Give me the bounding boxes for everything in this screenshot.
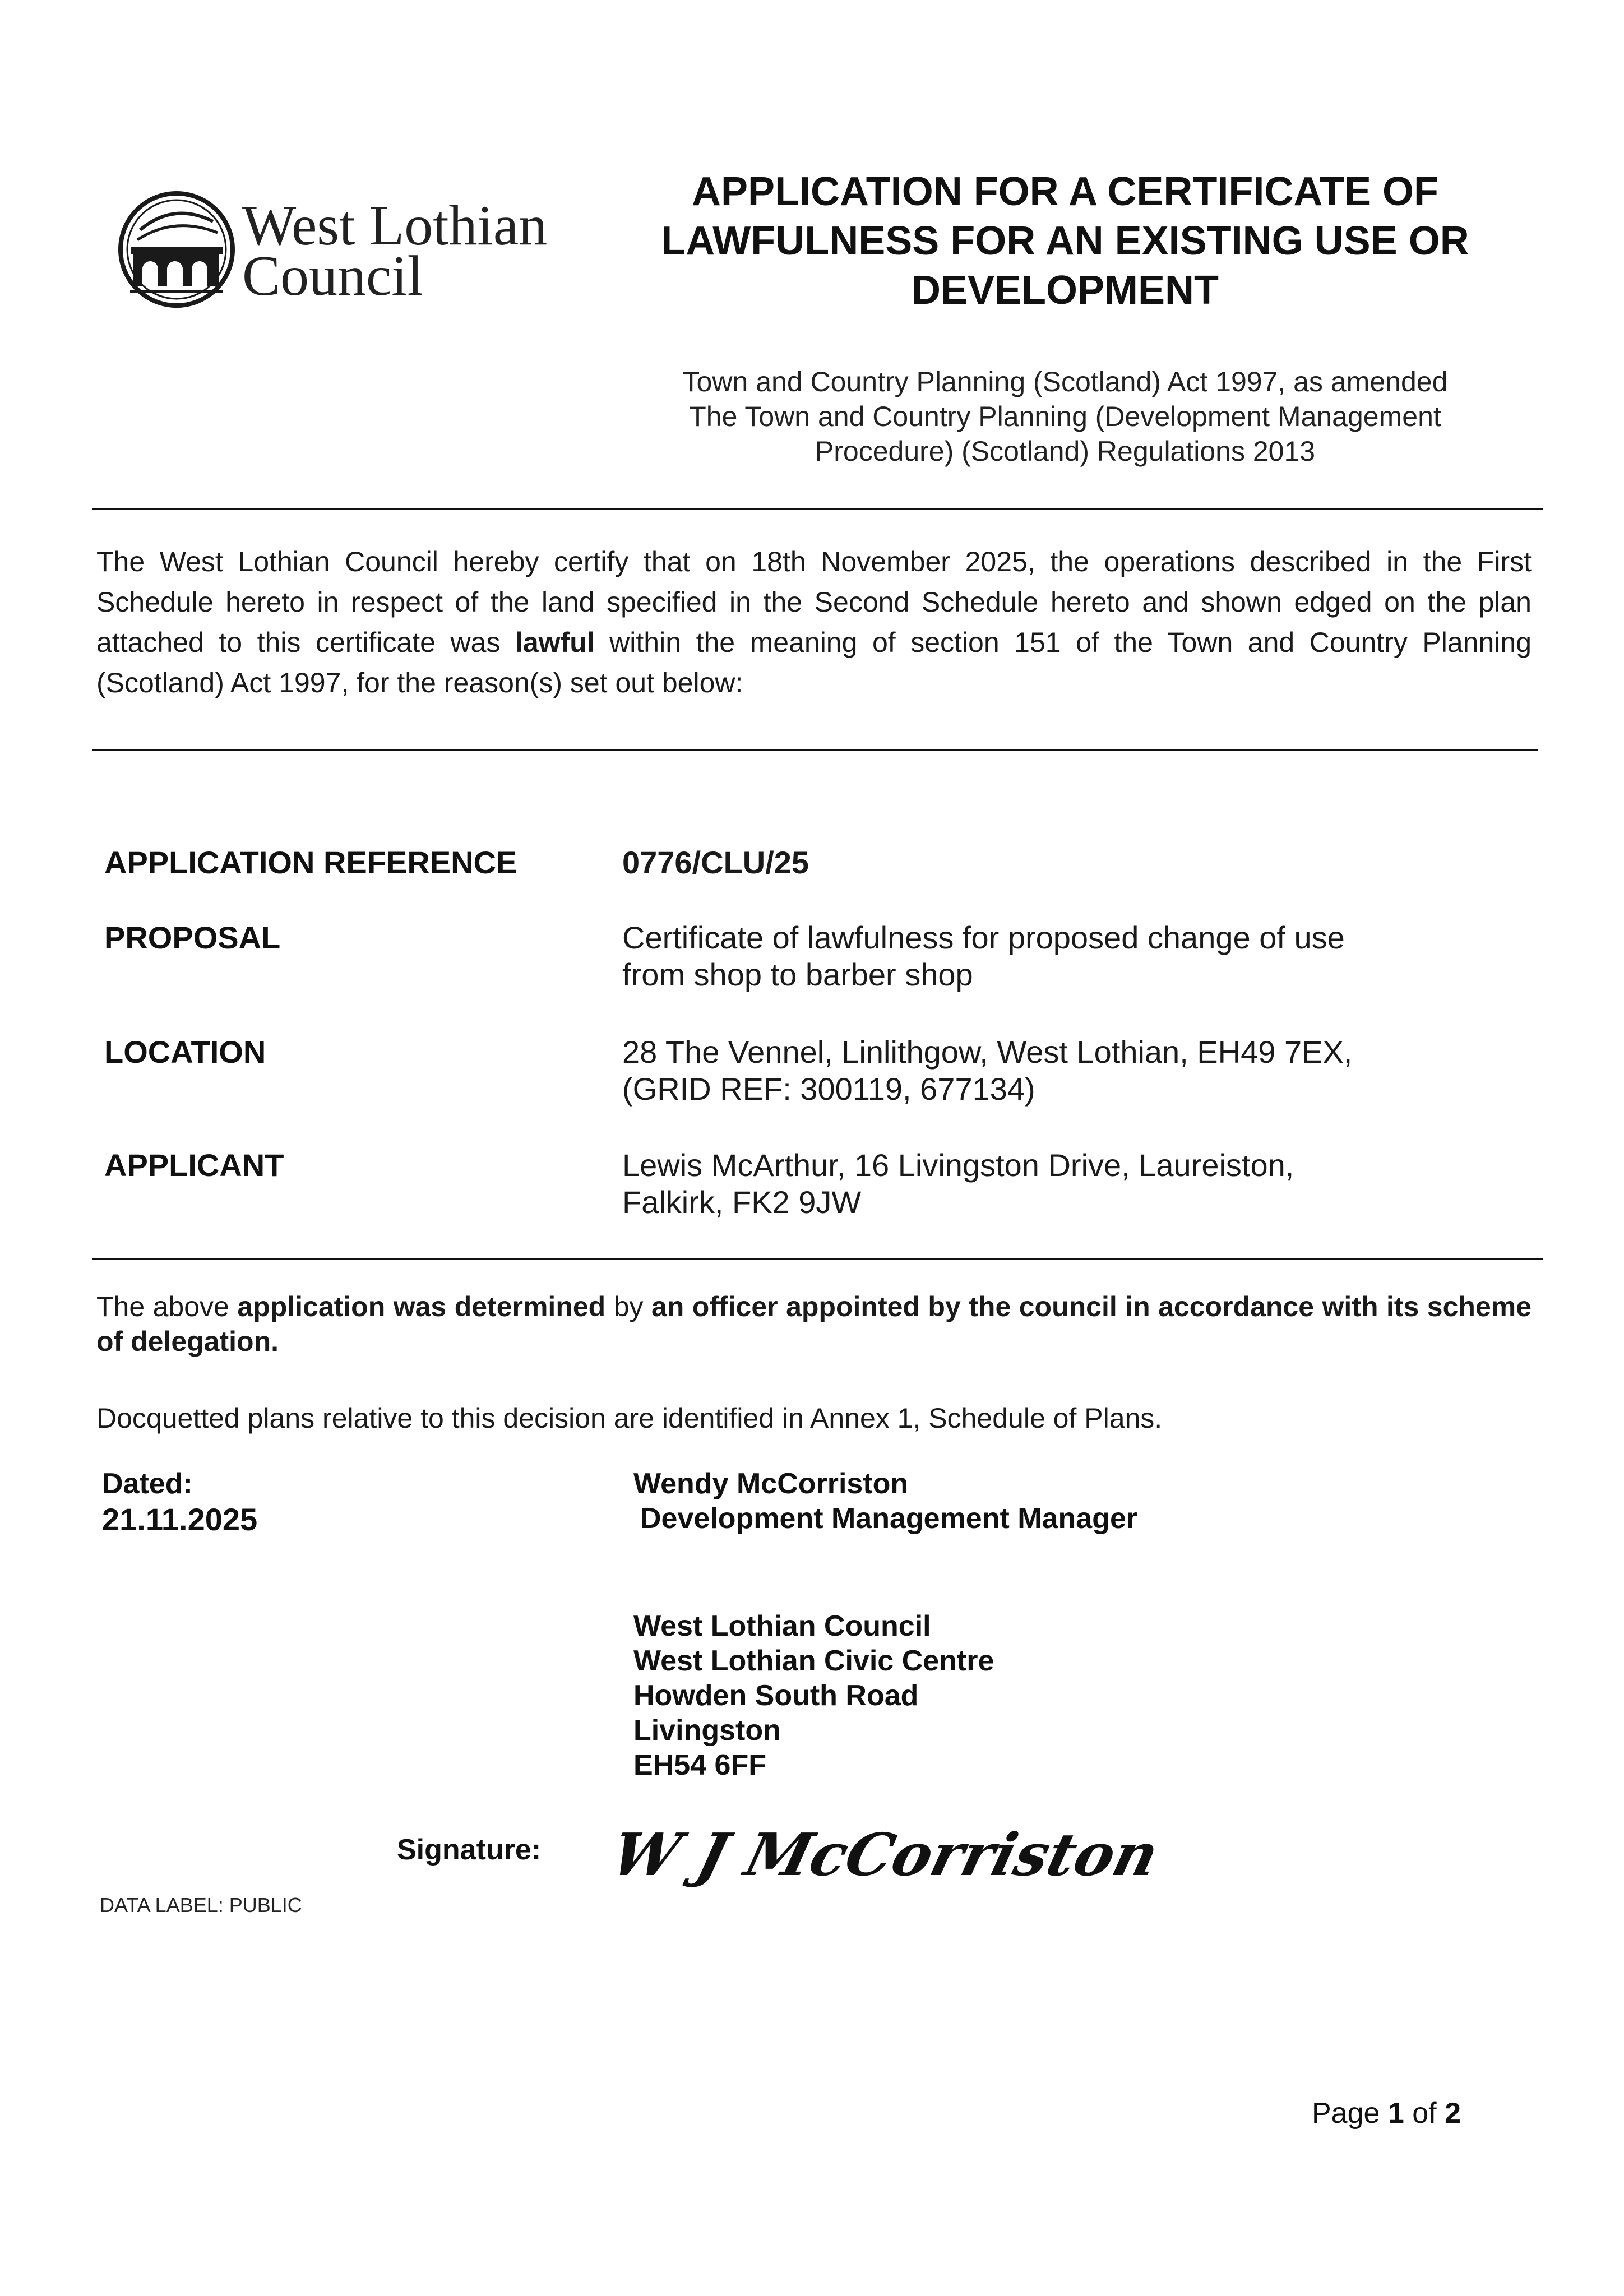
page-number <box>1312 2096 1461 2130</box>
address-line: West Lothian Council <box>633 1610 931 1642</box>
signature-text: W J McCorriston <box>604 1820 1165 1889</box>
applicant-line: Falkirk, FK2 9JW <box>622 1184 862 1220</box>
document-title <box>622 167 1508 315</box>
proposal-label: PROPOSAL <box>104 920 281 955</box>
certification-emphasis: lawful <box>515 627 595 658</box>
reference-value: 0776/CLU/25 <box>622 845 809 880</box>
reference-label: APPLICATION REFERENCE <box>104 845 517 880</box>
certification-paragraph <box>96 541 1532 703</box>
handwritten-signature <box>604 1808 1165 1903</box>
data-label: DATA LABEL: PUBLIC <box>100 1894 302 1917</box>
dated-block <box>102 1466 257 1537</box>
address-line: Livingston <box>633 1714 781 1747</box>
title-line: APPLICATION FOR A CERTIFICATE OF <box>692 169 1438 214</box>
act-line: Town and Country Planning (Scotland) Act 1997, as amended <box>682 366 1448 397</box>
location-value <box>622 1034 1352 1108</box>
location-line: (GRID REF: 300119, 677134) <box>622 1071 1035 1107</box>
applicant-label: APPLICANT <box>104 1147 284 1183</box>
council-logo <box>118 185 566 320</box>
dated-value: 21.11.2025 <box>102 1502 258 1537</box>
officer-block <box>633 1466 1137 1536</box>
page-current: 1 <box>1387 2097 1404 2130</box>
address-line: EH54 6FF <box>633 1749 766 1781</box>
determination-emphasis: an officer appointed by the council in accordance with its scheme of delegation. <box>96 1291 1532 1357</box>
applicant-value <box>622 1147 1294 1221</box>
proposal-value <box>622 919 1345 993</box>
title-line: DEVELOPMENT <box>911 268 1219 313</box>
divider <box>92 508 1543 510</box>
signature-label: Signature: <box>397 1834 542 1866</box>
location-label: LOCATION <box>104 1034 266 1070</box>
certification-text: The West Lothian Council hereby certify that on 18th November 2025, the operations described in the First Schedule hereto in respect of the land specified in the Second Schedule hereto and shown edged on the plan attached to this certificate was <box>96 546 1532 658</box>
determination-text: by <box>605 1291 651 1322</box>
divider <box>92 749 1538 751</box>
act-line: The Town and Country Planning (Development Management <box>689 401 1441 432</box>
page-total: 2 <box>1445 2097 1461 2130</box>
page-prefix: Page <box>1312 2097 1388 2130</box>
legislation-reference <box>622 364 1508 469</box>
title-line: LAWFULNESS FOR AN EXISTING USE OR <box>661 219 1469 263</box>
page-middle: of <box>1404 2097 1445 2130</box>
officer-name: Wendy McCorriston <box>633 1468 909 1500</box>
determination-paragraph <box>96 1289 1532 1359</box>
docquetted-plans-note: Docquetted plans relative to this decision are identified in Annex 1, Schedule of Plans. <box>96 1402 1163 1434</box>
location-line: 28 The Vennel, Linlithgow, West Lothian, EH49 7EX, <box>622 1034 1353 1070</box>
address-line: West Lothian Civic Centre <box>633 1645 994 1677</box>
council-address <box>633 1609 994 1783</box>
determination-text: The above <box>96 1291 238 1322</box>
viaduct-emblem-icon <box>118 191 235 308</box>
divider <box>92 1258 1543 1260</box>
officer-role: Development Management Manager <box>640 1502 1138 1535</box>
certification-text: within the meaning of section 151 of the Town and Country Planning (Scotland) Act 1997, for the reason(s) set out below: <box>96 627 1532 698</box>
dated-label: Dated: <box>102 1468 193 1500</box>
proposal-line: Certificate of lawfulness for proposed change of use <box>622 920 1345 955</box>
address-line: Howden South Road <box>633 1679 919 1712</box>
logo-text-line1: West Lothian <box>242 194 548 257</box>
determination-emphasis: application was determined <box>237 1291 606 1322</box>
applicant-line: Lewis McArthur, 16 Livingston Drive, Laureiston, <box>622 1147 1294 1183</box>
logo-text-line2: Council <box>242 244 423 308</box>
act-line: Procedure) (Scotland) Regulations 2013 <box>815 436 1316 467</box>
proposal-line: from shop to barber shop <box>622 957 973 992</box>
